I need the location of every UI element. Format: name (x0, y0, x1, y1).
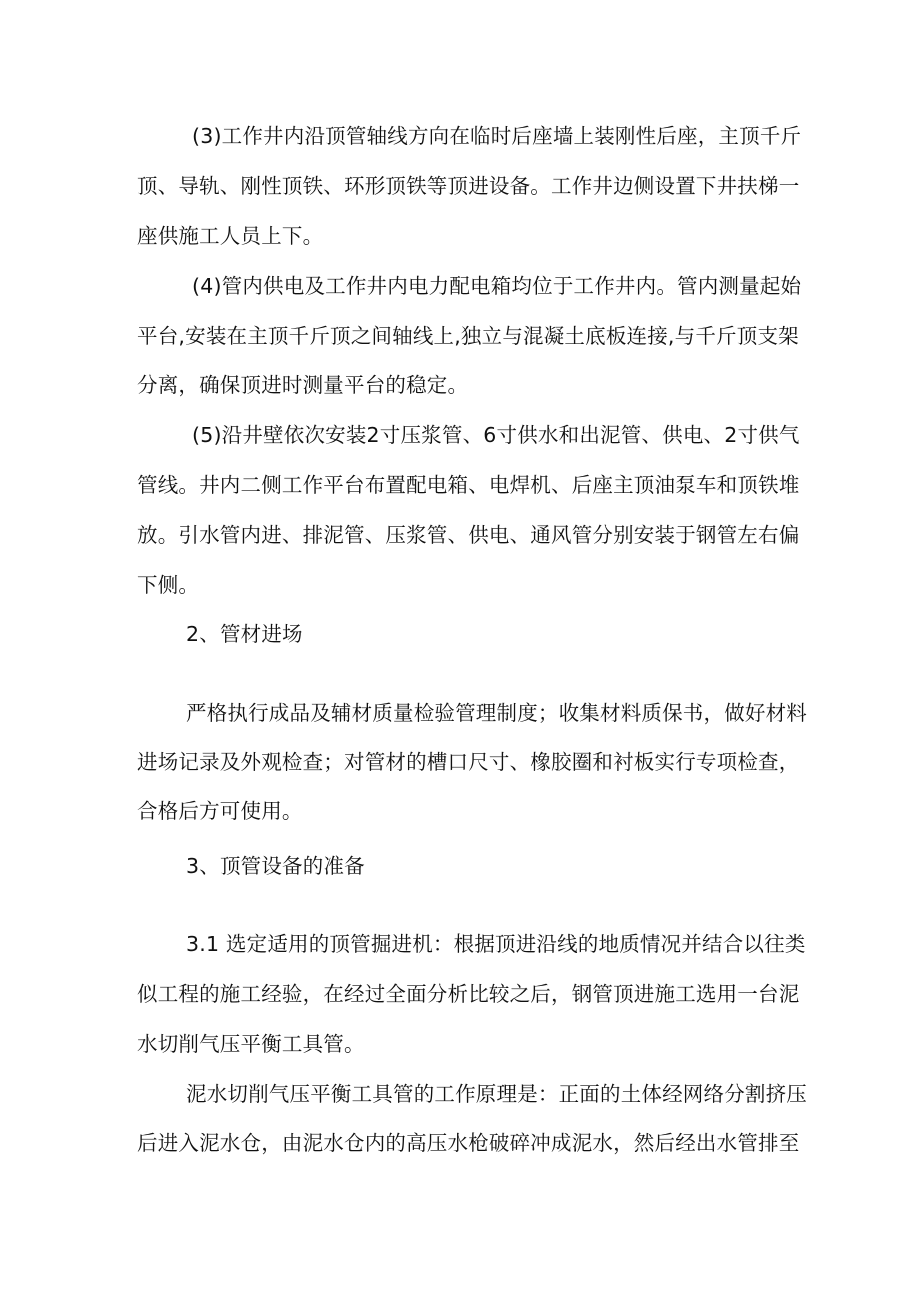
text-line: 下侧。 (137, 573, 200, 597)
section-heading-pipe-materials: 2、管材进场 (186, 622, 303, 646)
text-line: 分离，确保顶进时测量平台的稳定。 (137, 373, 469, 397)
text-line: 严格执行成品及辅材质量检验管理制度；收集材料质保书，做好材料 (186, 701, 807, 725)
text-line: 3.1 选定适用的顶管掘进机：根据顶进沿线的地质情况并结合以往类 (186, 932, 806, 956)
text-line: 放。引水管内进、排泥管、压浆管、供电、通风管分别安装于钢管左右偏 (137, 523, 800, 547)
text-line: 后进入泥水仓，由泥水仓内的高压水枪破碎冲成泥水，然后经出水管排至 (137, 1131, 800, 1155)
text-line: 合格后方可使用。 (137, 799, 303, 823)
text-line: 似工程的施工经验，在经过全面分析比较之后，钢管顶进施工选用一台泥 (137, 982, 800, 1006)
text-line: (5)沿井壁依次安装2寸压浆管、6寸供水和出泥管、供电、2寸供气 (192, 423, 800, 447)
text-line: (4)管内供电及工作井内电力配电箱均位于工作井内。管内测量起始 (192, 274, 802, 298)
text-line: 水切削气压平衡工具管。 (137, 1032, 365, 1056)
text-line: (3)工作井内沿顶管轴线方向在临时后座墙上装刚性后座，主顶千斤 (192, 124, 802, 148)
section-heading-equipment: 3、顶管设备的准备 (186, 854, 365, 878)
text-line: 管线。井内二侧工作平台布置配电箱、电焊机、后座主顶油泵车和顶铁堆 (137, 473, 800, 497)
text-line: 座供施工人员上下。 (137, 224, 324, 248)
text-line: 平台,安装在主顶千斤顶之间轴线上,独立与混凝土底板连接,与千斤顶支架 (137, 324, 799, 348)
text-line: 顶、导轨、刚性顶铁、环形顶铁等顶进设备。工作井边侧设置下井扶梯一 (137, 174, 800, 198)
text-line: 进场记录及外观检查；对管材的槽口尺寸、橡胶圈和衬板实行专项检查， (137, 750, 800, 774)
text-line: 泥水切削气压平衡工具管的工作原理是：正面的土体经网络分割挤压 (186, 1082, 807, 1106)
